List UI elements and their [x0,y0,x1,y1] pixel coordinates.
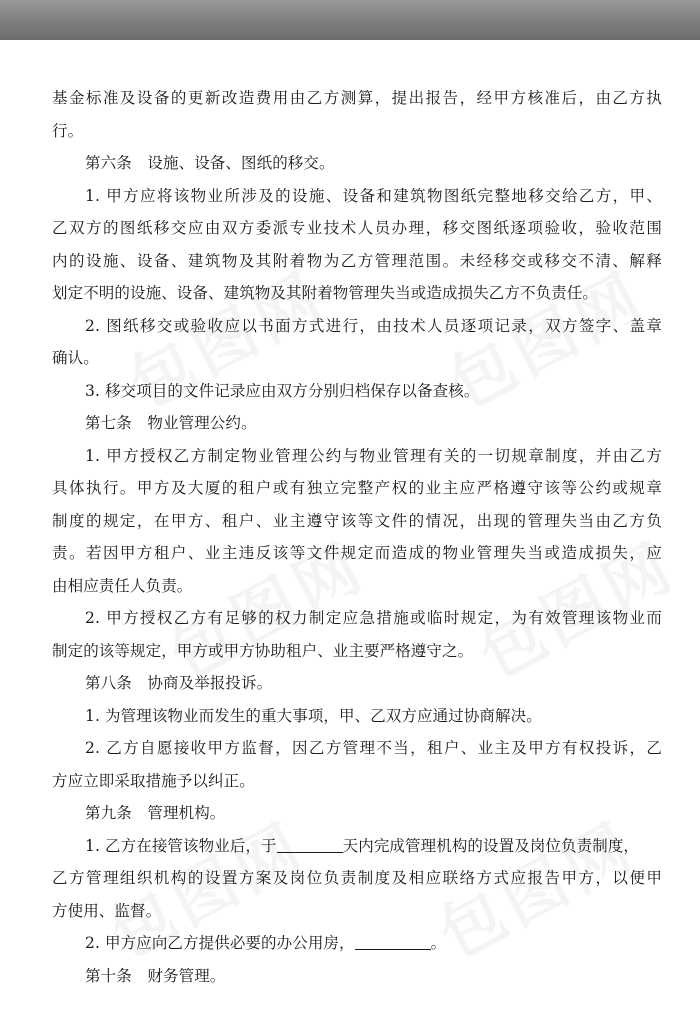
article-heading: 第六条 设施、设备、图纸的移交。 [85,154,335,172]
text-line: 1. 甲方应将该物业所涉及的设施、设备和建筑物图纸完整地移交给乙方，甲、 [85,186,662,205]
text-line: 制定的该等规定，甲方或甲方协助租户、业主要严格遵守之。 [52,641,474,660]
text-fragment: 。 [430,934,447,952]
article-heading: 第九条 管理机构。 [85,804,226,822]
text-line: 2. 甲方授权乙方有足够的权力制定应急措施或临时规定，为有效管理该物业而 [85,609,662,627]
text-line: 1. 甲方授权乙方制定物业管理公约与物业管理有关的一切规章制度，并由乙方 [85,446,662,465]
text-line: 划定不明的设施、设备、建筑物及其附着物管理失当或造成损失乙方不负责任。 [52,284,599,302]
article-heading: 第十条 财务管理。 [85,966,226,985]
top-header-bar [0,0,700,40]
text-fragment: 天内完成管理机构的设置及岗位负责制度， [342,836,640,855]
article-heading: 第七条 物业管理公约。 [85,414,257,432]
article-heading: 第八条 协商及举报投诉。 [85,674,273,692]
text-line-with-blank [52,927,662,960]
text-line: 确认。 [52,349,99,367]
text-line: 内的设施、设备、建筑物及其附着物为乙方管理范围。未经移交或移交不清、解释 [52,251,662,270]
text-line: 2. 乙方自愿接收甲方监督，因乙方管理不当，租户、业主及甲方有权投诉，乙 [85,739,662,757]
text-fragment: 2. 甲方应向乙方提供必要的办公用房， [85,934,355,952]
text-line: 乙双方的图纸移交应由双方委派专业技术人员办理，移交图纸逐项验收，验收范围 [52,219,662,237]
text-fragment: 1. 乙方在接管该物业后，于 [85,836,277,855]
fill-in-blank-days [277,834,343,853]
text-line: 具体执行。甲方及大厦的租户或有独立完整产权的业主应严格遵守该等公约或规章 [52,479,662,497]
text-line-with-blank [52,830,662,863]
document-page [0,40,700,1030]
text-line: 基金标准及设备的更新改造费用由乙方测算，提出报告，经甲方核准后，由乙方执 [52,89,662,107]
text-line: 方使用、监督。 [52,901,162,920]
text-line: 行。 [52,121,84,140]
text-line: 3. 移交项目的文件记录应由双方分别归档保存以备查核。 [85,381,480,400]
text-line: 乙方管理组织机构的设置方案及岗位负责制度及相应联络方式应报告甲方，以便甲 [52,869,662,887]
text-line: 方应立即采取措施予以纠正。 [52,771,255,790]
text-line: 责。若因甲方租户、业主违反该等文件规定而造成的物业管理失当或造成损失，应 [52,544,662,562]
document-body [52,82,662,992]
text-line: 制度的规定，在甲方、租户、业主遵守该等文件的情况，出现的管理失当由乙方负 [52,511,662,530]
fill-in-blank-office [355,931,431,950]
text-line: 1. 为管理该物业而发生的重大事项，甲、乙双方应通过协商解决。 [85,706,542,725]
text-line: 2. 图纸移交或验收应以书面方式进行，由技术人员逐项记录，双方签字、盖章 [85,316,662,335]
text-line: 由相应责任人负责。 [52,576,193,595]
